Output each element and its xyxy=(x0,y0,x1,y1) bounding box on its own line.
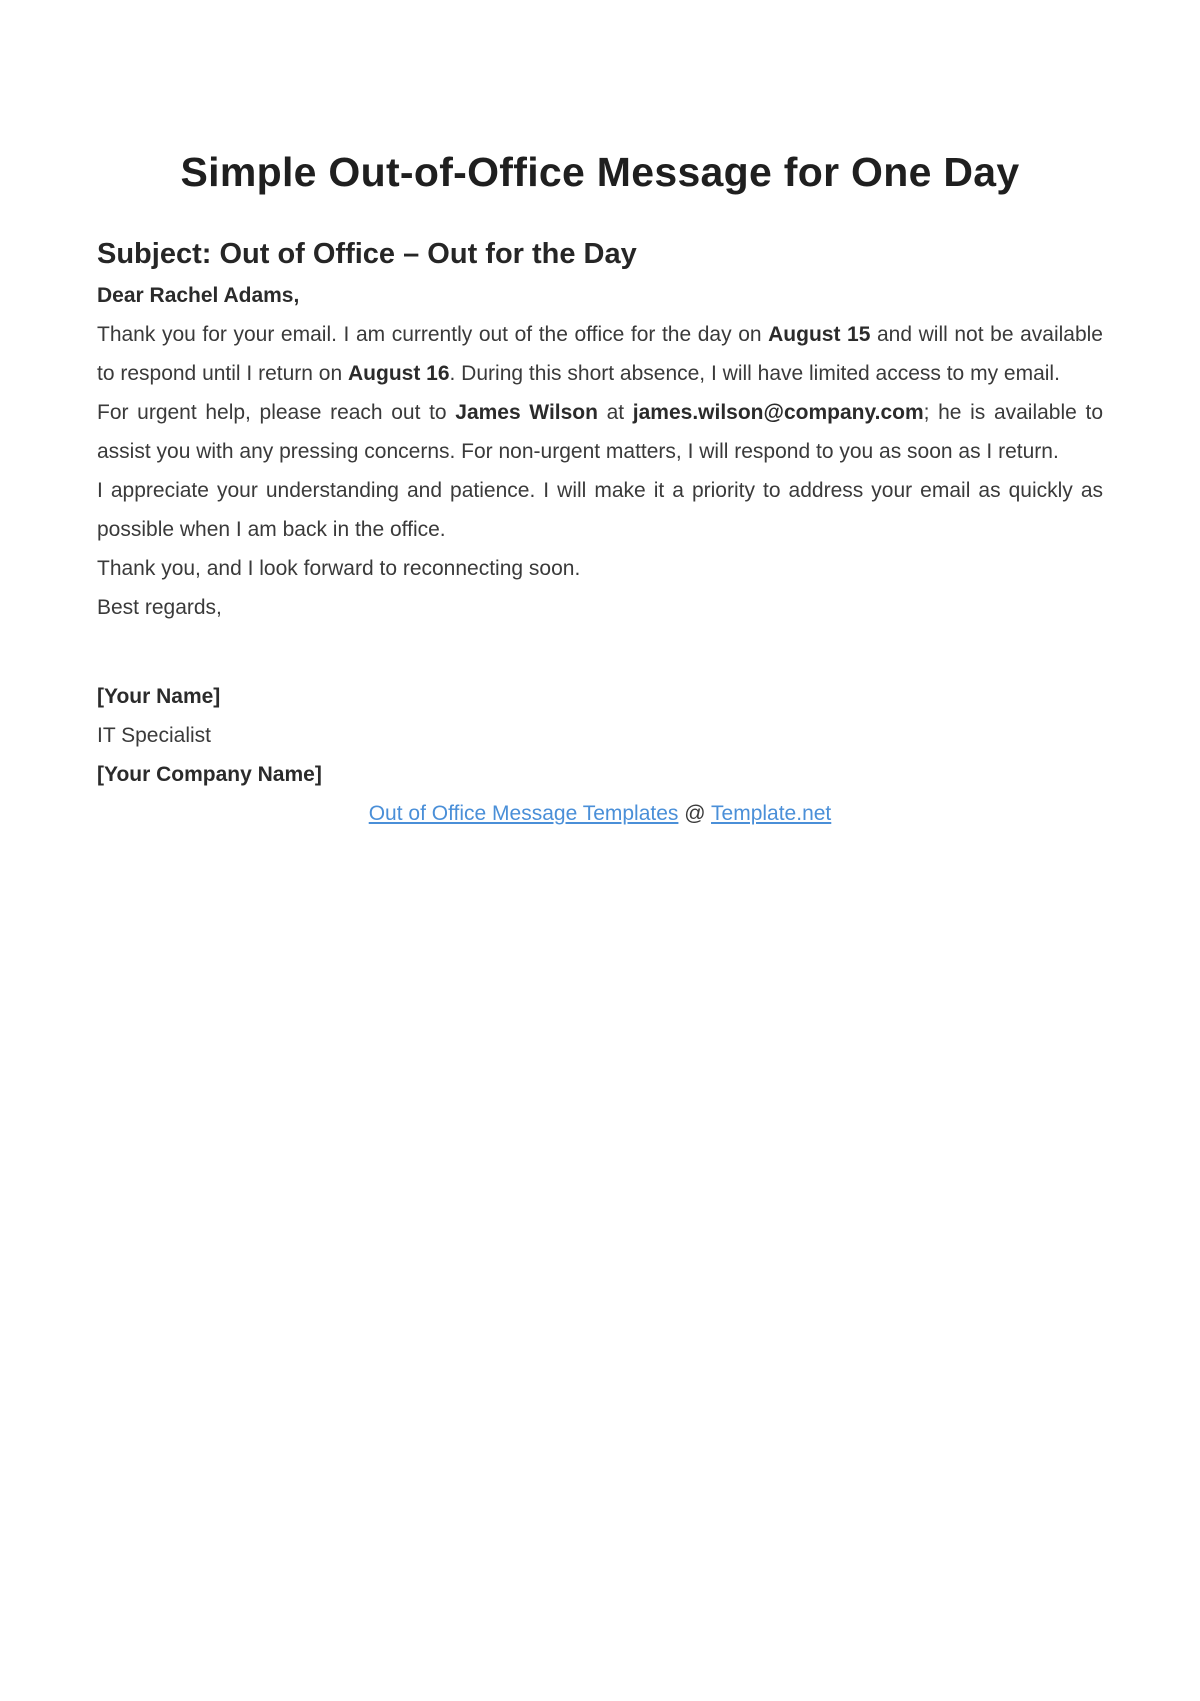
paragraph-appreciation: I appreciate your understanding and patience. I will make it a priority to address your email as quickly as possible when I am back in the office. xyxy=(97,479,1103,541)
template-net-link[interactable]: Template.net xyxy=(711,802,832,825)
paragraph-thanks: Thank you, and I look forward to reconnecting soon. xyxy=(97,557,581,580)
paragraph-text: at xyxy=(597,401,633,424)
paragraph-text: ; he is available to assist you with any pressing concerns. For non-urgent matters, I will respond to you as soon as I return. xyxy=(97,401,1103,463)
document-title: Simple Out-of-Office Message for One Day xyxy=(180,149,1020,195)
paragraph-text: . During this short absence, I will have limited access to my email. xyxy=(449,362,1060,385)
salutation: Dear Rachel Adams, xyxy=(97,284,300,307)
closing: Best regards, xyxy=(97,596,222,619)
footer-credit xyxy=(97,794,1103,833)
document-page xyxy=(97,146,1103,833)
contact-name: James Wilson xyxy=(455,401,598,424)
paragraph-text: For urgent help, please reach out to xyxy=(97,401,456,424)
contact-email: james.wilson@company.com xyxy=(632,401,924,424)
spacer xyxy=(97,627,1103,677)
signature-name: [Your Name] xyxy=(97,685,221,708)
email-subject: Subject: Out of Office – Out for the Day xyxy=(97,238,637,270)
footer-separator: @ xyxy=(678,802,712,825)
date-return: August 16 xyxy=(348,362,450,385)
paragraph-text: Thank you for your email. I am currently out of the office for the day on xyxy=(97,323,769,346)
paragraph-absence xyxy=(97,315,1103,393)
signature-role: IT Specialist xyxy=(97,724,211,747)
paragraph-text: and will not be available to respond until I return on xyxy=(97,323,1103,385)
date-out: August 15 xyxy=(768,323,871,346)
paragraph-contact xyxy=(97,393,1103,471)
templates-link[interactable]: Out of Office Message Templates xyxy=(368,802,679,825)
signature-company: [Your Company Name] xyxy=(97,763,322,786)
